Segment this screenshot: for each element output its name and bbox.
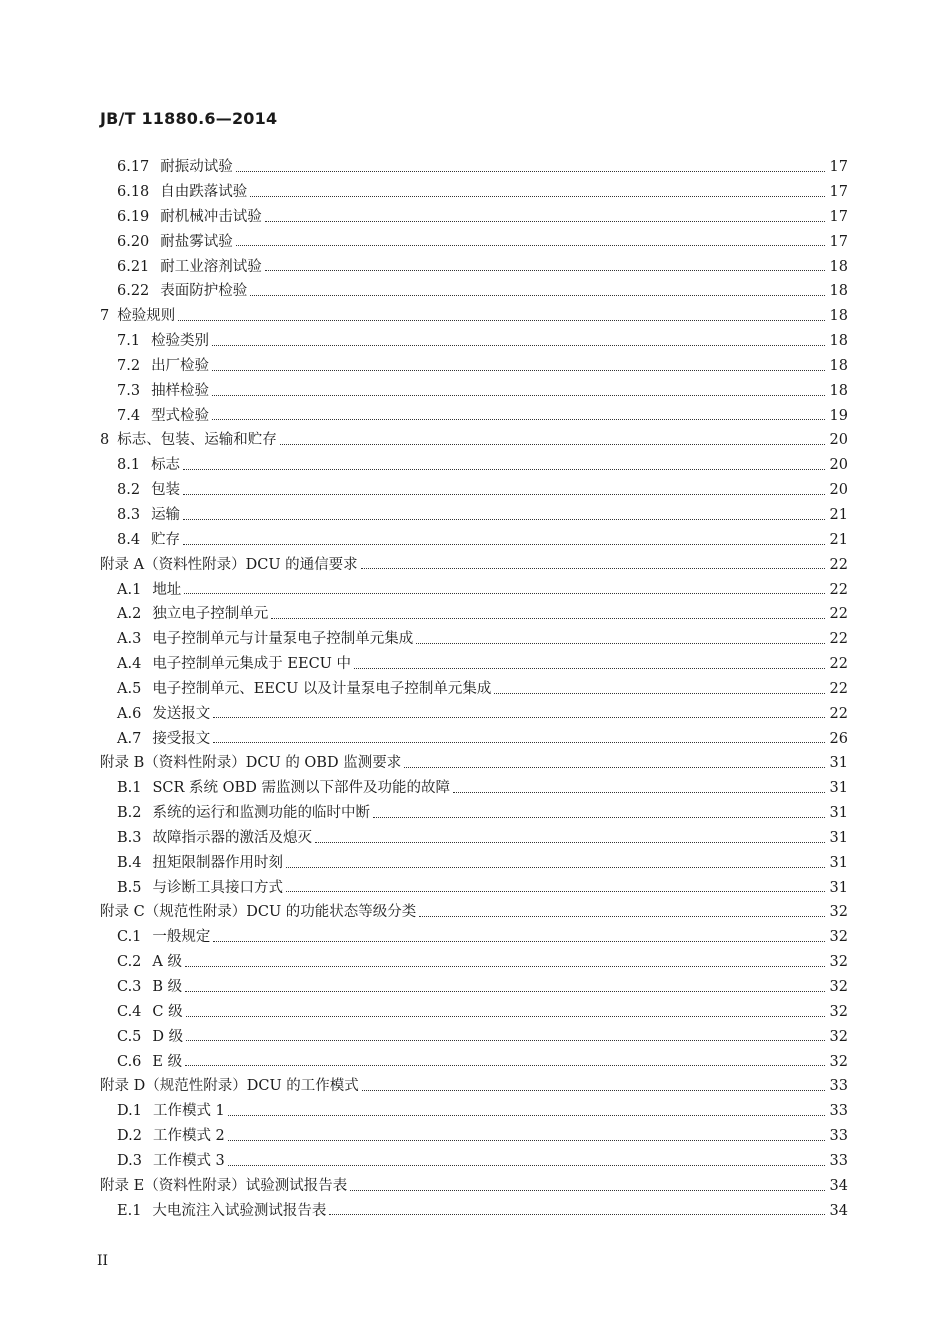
toc-entry-page: 34 xyxy=(829,1202,848,1219)
toc-entry-page: 34 xyxy=(829,1177,848,1194)
toc-entry-page: 33 xyxy=(829,1078,848,1095)
toc-entry[interactable] xyxy=(100,677,848,702)
toc-entry-number: C.3 xyxy=(117,979,142,996)
toc-entry-title: 工作模式 2 xyxy=(152,1128,225,1145)
toc-entry-page: 20 xyxy=(829,457,848,474)
toc-entry-page: 22 xyxy=(829,606,848,623)
toc-entry[interactable] xyxy=(100,602,848,627)
toc-entry-number: 附录 E xyxy=(100,1177,145,1194)
toc-entry-page: 31 xyxy=(829,805,848,822)
toc-entry[interactable] xyxy=(100,726,848,751)
dot-leader xyxy=(373,817,825,818)
toc-entry[interactable] xyxy=(100,503,848,528)
toc-entry-number: 附录 A xyxy=(100,556,145,573)
toc-entry-number: 6.19 xyxy=(117,208,150,225)
toc-entry-page: 33 xyxy=(829,1152,848,1169)
toc-entry-page: 18 xyxy=(829,382,848,399)
toc-entry-title: A 级 xyxy=(152,954,183,971)
toc-entry-page: 19 xyxy=(829,407,848,424)
toc-entry-title: 型式检验 xyxy=(151,407,210,424)
toc-entry-number: D.3 xyxy=(117,1152,142,1169)
dot-leader xyxy=(228,1115,825,1116)
toc-entry[interactable] xyxy=(100,1000,848,1025)
toc-entry-title: （规范性附录）DCU 的功能状态等级分类 xyxy=(144,904,417,921)
toc-entry[interactable] xyxy=(100,155,848,180)
toc-entry-page: 33 xyxy=(829,1103,848,1120)
dot-leader xyxy=(250,295,825,296)
toc-entry-title: E 级 xyxy=(152,1053,183,1070)
dot-leader xyxy=(213,742,825,743)
toc-entry[interactable] xyxy=(100,205,848,230)
toc-entry-title: D 级 xyxy=(152,1028,184,1045)
toc-entry-title: （资料性附录）DCU 的 OBD 监测要求 xyxy=(144,755,402,772)
toc-entry-number: A.7 xyxy=(117,730,142,747)
toc-entry-title: 电子控制单元集成于 EECU 中 xyxy=(152,656,352,673)
dot-leader xyxy=(361,568,825,569)
toc-entry[interactable] xyxy=(100,776,848,801)
toc-entry-page: 22 xyxy=(829,631,848,648)
toc-entry-page: 32 xyxy=(829,929,848,946)
toc-entry-title: （资料性附录）DCU 的通信要求 xyxy=(144,556,358,573)
toc-entry-title: 运输 xyxy=(151,506,181,523)
toc-entry[interactable] xyxy=(100,900,848,925)
toc-entry-title: 抽样检验 xyxy=(151,382,210,399)
toc-entry-number: 6.17 xyxy=(117,159,150,176)
toc-entry-page: 32 xyxy=(829,904,848,921)
dot-leader xyxy=(212,419,825,420)
dot-leader xyxy=(185,1065,825,1066)
toc-entry-title: 工作模式 3 xyxy=(152,1152,225,1169)
toc-entry-page: 17 xyxy=(829,233,848,250)
toc-entry-page: 32 xyxy=(829,1003,848,1020)
toc-entry-number: B.4 xyxy=(117,854,142,871)
dot-leader xyxy=(183,544,825,545)
toc-entry-page: 17 xyxy=(829,159,848,176)
toc-entry-page: 22 xyxy=(829,656,848,673)
toc-entry[interactable] xyxy=(100,1124,848,1149)
toc-entry-title: C 级 xyxy=(152,1003,183,1020)
toc-entry-page: 20 xyxy=(829,482,848,499)
document-number: JB/T 11880.6—2014 xyxy=(100,109,278,128)
dot-leader xyxy=(228,1140,825,1141)
toc-entry[interactable] xyxy=(100,180,848,205)
toc-entry-title: 地址 xyxy=(152,581,182,598)
toc-entry-title: 耐工业溶剂试验 xyxy=(160,258,262,275)
toc-entry-number: E.1 xyxy=(117,1202,142,1219)
dot-leader xyxy=(453,792,825,793)
toc-entry[interactable] xyxy=(100,1174,848,1199)
toc-entry-number: A.2 xyxy=(117,606,142,623)
toc-entry-title: 接受报文 xyxy=(152,730,211,747)
toc-entry-title: 表面防护检验 xyxy=(160,283,248,300)
toc-entry[interactable] xyxy=(100,1149,848,1174)
toc-entry[interactable] xyxy=(100,528,848,553)
dot-leader xyxy=(329,1214,825,1215)
dot-leader xyxy=(185,991,825,992)
toc-entry-title: 出厂检验 xyxy=(151,357,210,374)
dot-leader xyxy=(184,593,825,594)
dot-leader xyxy=(183,494,825,495)
dot-leader xyxy=(271,618,825,619)
toc-entry-title: 自由跌落试验 xyxy=(160,184,248,201)
toc-entry-number: D.1 xyxy=(117,1103,142,1120)
toc-entry[interactable] xyxy=(100,453,848,478)
toc-entry-number: C.4 xyxy=(117,1003,142,1020)
toc-entry-page: 32 xyxy=(829,1028,848,1045)
toc-entry-page: 31 xyxy=(829,879,848,896)
toc-entry-title: 系统的运行和监测功能的临时中断 xyxy=(152,805,370,822)
toc-entry[interactable] xyxy=(100,304,848,329)
toc-entry-number: 8.3 xyxy=(117,506,141,523)
toc-entry-title: 耐盐雾试验 xyxy=(160,233,233,250)
dot-leader xyxy=(186,1040,825,1041)
toc-entry[interactable] xyxy=(100,254,848,279)
toc-entry[interactable] xyxy=(100,925,848,950)
toc-entry-number: 附录 B xyxy=(100,755,145,772)
toc-entry-number: A.4 xyxy=(117,656,142,673)
toc-entry-number: 8.2 xyxy=(117,482,141,499)
toc-entry-title: 标志 xyxy=(151,457,181,474)
toc-entry-page: 22 xyxy=(829,581,848,598)
toc-entry-title: （资料性附录）试验测试报告表 xyxy=(144,1177,348,1194)
dot-leader xyxy=(178,320,825,321)
dot-leader xyxy=(183,469,825,470)
toc-entry[interactable] xyxy=(100,652,848,677)
toc-entry[interactable] xyxy=(100,875,848,900)
toc-entry[interactable] xyxy=(100,1074,848,1099)
toc-entry[interactable] xyxy=(100,1049,848,1074)
toc-entry-number: A.3 xyxy=(117,631,142,648)
toc-entry-number: C.5 xyxy=(117,1028,142,1045)
toc-entry-title: 检验类别 xyxy=(151,333,210,350)
toc-entry-title: 电子控制单元、EECU 以及计量泵电子控制单元集成 xyxy=(152,680,492,697)
toc-entry-number: 8.4 xyxy=(117,531,141,548)
dot-leader xyxy=(250,196,825,197)
toc-entry-page: 31 xyxy=(829,854,848,871)
toc-entry-page: 21 xyxy=(829,531,848,548)
toc-entry-number: 7.2 xyxy=(117,357,141,374)
toc-entry[interactable] xyxy=(100,950,848,975)
toc-entry[interactable] xyxy=(100,553,848,578)
dot-leader xyxy=(213,717,825,718)
dot-leader xyxy=(315,842,825,843)
toc-entry[interactable] xyxy=(100,801,848,826)
dot-leader xyxy=(212,395,825,396)
toc-entry-number: 6.20 xyxy=(117,233,150,250)
toc-entry-page: 18 xyxy=(829,333,848,350)
dot-leader xyxy=(404,767,825,768)
dot-leader xyxy=(494,693,825,694)
toc-entry-title: 大电流注入试验测试报告表 xyxy=(152,1202,327,1219)
dot-leader xyxy=(186,1016,825,1017)
toc-entry-title: B 级 xyxy=(152,979,183,996)
toc-entry-title: SCR 系统 OBD 需监测以下部件及功能的故障 xyxy=(152,780,450,797)
toc-entry-number: 附录 C xyxy=(100,904,145,921)
toc-entry-page: 22 xyxy=(829,556,848,573)
toc-entry-page: 22 xyxy=(829,705,848,722)
toc-entry[interactable] xyxy=(100,851,848,876)
toc-entry-number: 7.4 xyxy=(117,407,141,424)
toc-entry-title: 扭矩限制器作用时刻 xyxy=(152,854,283,871)
toc-entry-number: B.2 xyxy=(117,805,142,822)
toc-entry-number: 7.1 xyxy=(117,333,141,350)
toc-entry[interactable] xyxy=(100,329,848,354)
toc-entry-page: 22 xyxy=(829,680,848,697)
toc-entry-title: 电子控制单元与计量泵电子控制单元集成 xyxy=(152,631,414,648)
toc-entry-title: 与诊断工具接口方式 xyxy=(152,879,283,896)
toc-entry[interactable] xyxy=(100,826,848,851)
toc-entry-number: A.1 xyxy=(117,581,142,598)
toc-entry-number: 6.22 xyxy=(117,283,150,300)
toc-entry[interactable] xyxy=(100,627,848,652)
toc-entry-page: 17 xyxy=(829,184,848,201)
toc-entry-title: 检验规则 xyxy=(117,308,176,325)
toc-entry-number: 8 xyxy=(100,432,110,449)
toc-entry-title: （规范性附录）DCU 的工作模式 xyxy=(145,1078,359,1095)
toc-entry-title: 独立电子控制单元 xyxy=(152,606,269,623)
toc-entry-title: 耐振动试验 xyxy=(160,159,233,176)
toc-entry-title: 耐机械冲击试验 xyxy=(160,208,262,225)
toc-entry-number: C.6 xyxy=(117,1053,142,1070)
toc-entry[interactable] xyxy=(100,975,848,1000)
dot-leader xyxy=(350,1190,825,1191)
dot-leader xyxy=(265,221,825,222)
toc-entry[interactable] xyxy=(100,478,848,503)
toc-entry-page: 31 xyxy=(829,755,848,772)
toc-entry[interactable] xyxy=(100,230,848,255)
toc-entry-number: A.5 xyxy=(117,680,142,697)
toc-entry-page: 18 xyxy=(829,357,848,374)
toc-entry-title: 工作模式 1 xyxy=(152,1103,225,1120)
toc-entry-page: 32 xyxy=(829,1053,848,1070)
toc-entry-page: 32 xyxy=(829,954,848,971)
dot-leader xyxy=(228,1165,825,1166)
toc-entry[interactable] xyxy=(100,403,848,428)
toc-entry[interactable] xyxy=(100,428,848,453)
page-number: II xyxy=(97,1253,109,1269)
dot-leader xyxy=(362,1090,825,1091)
toc-entry-page: 18 xyxy=(829,258,848,275)
toc-entry-page: 21 xyxy=(829,506,848,523)
toc-entry-number: 7.3 xyxy=(117,382,141,399)
toc-entry-title: 包装 xyxy=(151,482,181,499)
toc-entry-title: 贮存 xyxy=(151,531,181,548)
toc-entry-number: A.6 xyxy=(117,705,142,722)
toc-entry-page: 20 xyxy=(829,432,848,449)
toc-entry[interactable] xyxy=(100,379,848,404)
toc-entry[interactable] xyxy=(100,1198,848,1223)
toc-entry-number: 6.21 xyxy=(117,258,150,275)
toc-entry-number: D.2 xyxy=(117,1128,142,1145)
toc-entry-number: 附录 D xyxy=(100,1078,146,1095)
dot-leader xyxy=(236,171,825,172)
toc-entry-page: 33 xyxy=(829,1128,848,1145)
toc-entry-page: 17 xyxy=(829,208,848,225)
toc-entry[interactable] xyxy=(100,1099,848,1124)
toc-entry-number: 8.1 xyxy=(117,457,141,474)
toc-entry[interactable] xyxy=(100,751,848,776)
toc-entry-number: B.1 xyxy=(117,780,142,797)
dot-leader xyxy=(212,345,825,346)
dot-leader xyxy=(212,370,825,371)
dot-leader xyxy=(185,966,825,967)
dot-leader xyxy=(183,519,825,520)
toc-entry[interactable] xyxy=(100,577,848,602)
toc-entry-number: 6.18 xyxy=(117,184,150,201)
dot-leader xyxy=(416,643,825,644)
toc-entry-title: 发送报文 xyxy=(152,705,211,722)
toc-entry-number: C.1 xyxy=(117,929,142,946)
toc-entry[interactable] xyxy=(100,279,848,304)
toc-entry-title: 标志、包装、运输和贮存 xyxy=(117,432,277,449)
toc-entry-title: 故障指示器的激活及熄灭 xyxy=(152,829,312,846)
table-of-contents xyxy=(100,155,848,1223)
toc-entry-page: 18 xyxy=(829,283,848,300)
dot-leader xyxy=(280,444,825,445)
toc-entry-title: 一般规定 xyxy=(152,929,211,946)
toc-entry[interactable] xyxy=(100,1025,848,1050)
toc-entry-number: B.3 xyxy=(117,829,142,846)
toc-entry-page: 31 xyxy=(829,780,848,797)
dot-leader xyxy=(236,245,825,246)
toc-entry-page: 31 xyxy=(829,829,848,846)
toc-entry-page: 18 xyxy=(829,308,848,325)
toc-entry-page: 26 xyxy=(829,730,848,747)
toc-entry-number: C.2 xyxy=(117,954,142,971)
dot-leader xyxy=(419,916,825,917)
dot-leader xyxy=(354,668,825,669)
toc-entry[interactable] xyxy=(100,702,848,727)
dot-leader xyxy=(286,891,825,892)
toc-entry-page: 32 xyxy=(829,979,848,996)
toc-entry-number: B.5 xyxy=(117,879,142,896)
dot-leader xyxy=(265,270,825,271)
dot-leader xyxy=(286,867,825,868)
toc-entry-number: 7 xyxy=(100,308,110,325)
toc-entry[interactable] xyxy=(100,354,848,379)
dot-leader xyxy=(213,941,825,942)
